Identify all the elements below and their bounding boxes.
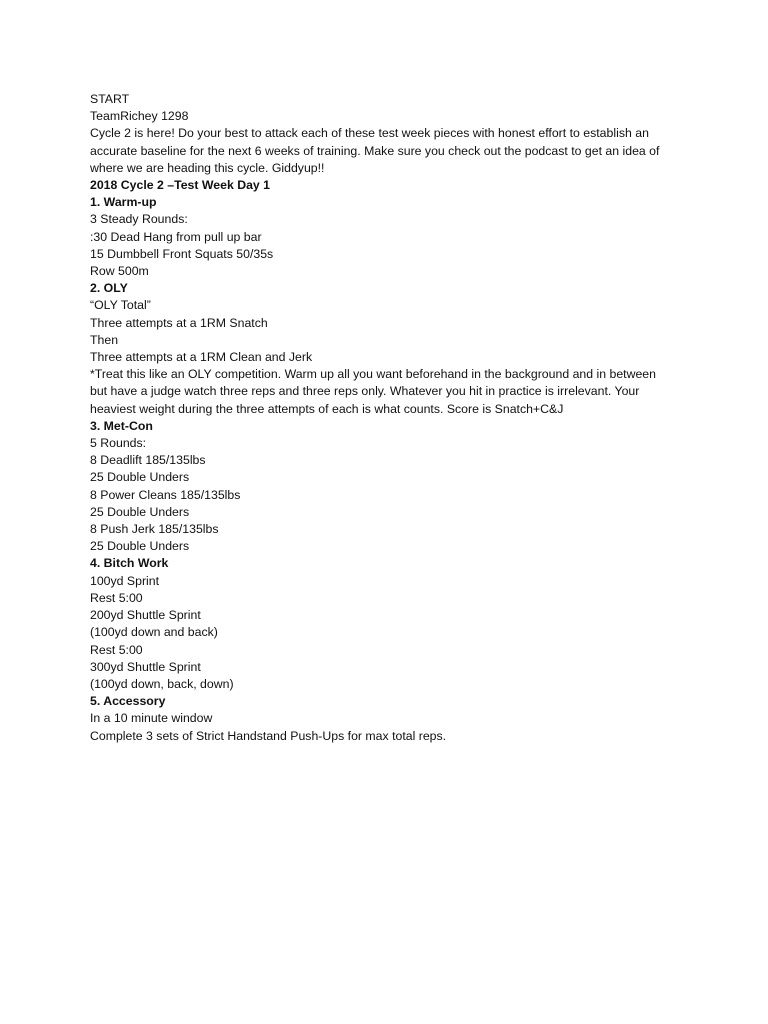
text-line: 100yd Sprint — [90, 573, 160, 588]
text-line: 200yd Shuttle Sprint — [90, 608, 201, 623]
text-line: :30 Dead Hang from pull up bar — [90, 229, 262, 244]
text-line: Three attempts at a 1RM Snatch — [90, 315, 268, 330]
text-line: “OLY Total” — [90, 298, 151, 313]
text-line: TeamRichey 1298 — [90, 109, 189, 124]
text-line: Complete 3 sets of Strict Handstand Push-Ups for max total reps. — [90, 728, 447, 743]
section-heading: 1. Warm-up — [90, 195, 157, 210]
text-line: 8 Push Jerk 185/135lbs — [90, 522, 219, 537]
text-line: but have a judge watch three reps and three reps only. Whatever you hit in practice is irrelevant. Your — [90, 384, 640, 399]
text-line: Then — [90, 332, 119, 347]
text-line: heaviest weight during the three attempts of each is what counts. Score is Snatch+C&J — [90, 401, 564, 416]
text-line: where we are heading this cycle. Giddyup!! — [90, 160, 325, 175]
section-heading: 5. Accessory — [90, 694, 166, 709]
text-line: 25 Double Unders — [90, 504, 190, 519]
text-line: (100yd down and back) — [90, 625, 218, 640]
section-heading: 3. Met-Con — [90, 418, 153, 433]
text-line: 3 Steady Rounds: — [90, 212, 188, 227]
text-line: START — [90, 92, 130, 106]
text-line: In a 10 minute window — [90, 711, 213, 726]
text-line: 25 Double Unders — [90, 539, 190, 554]
text-line: Three attempts at a 1RM Clean and Jerk — [90, 350, 313, 365]
section-heading: 2. OLY — [90, 281, 128, 296]
text-line: 300yd Shuttle Sprint — [90, 659, 201, 674]
text-line: 8 Power Cleans 185/135lbs — [90, 487, 241, 502]
text-line: accurate baseline for the next 6 weeks of training. Make sure you check out the podcast to get an idea of — [90, 143, 660, 158]
text-line: Rest 5:00 — [90, 590, 143, 605]
text-line: 15 Dumbbell Front Squats 50/35s — [90, 246, 274, 261]
text-line: Row 500m — [90, 264, 149, 279]
text-line: 8 Deadlift 185/135lbs — [90, 453, 206, 468]
section-heading: 2018 Cycle 2 –Test Week Day 1 — [90, 178, 271, 193]
text-line: Cycle 2 is here! Do your best to attack each of these test week pieces with honest effort to establish an — [90, 126, 649, 141]
text-line: Rest 5:00 — [90, 642, 143, 657]
text-line: 5 Rounds: — [90, 436, 147, 451]
text-line: 25 Double Unders — [90, 470, 190, 485]
document-body — [90, 91, 680, 745]
text-line: (100yd down, back, down) — [90, 676, 234, 691]
section-heading: 4. Bitch Work — [90, 556, 169, 571]
text-line: *Treat this like an OLY competition. Warm up all you want beforehand in the background and in between — [90, 367, 656, 382]
